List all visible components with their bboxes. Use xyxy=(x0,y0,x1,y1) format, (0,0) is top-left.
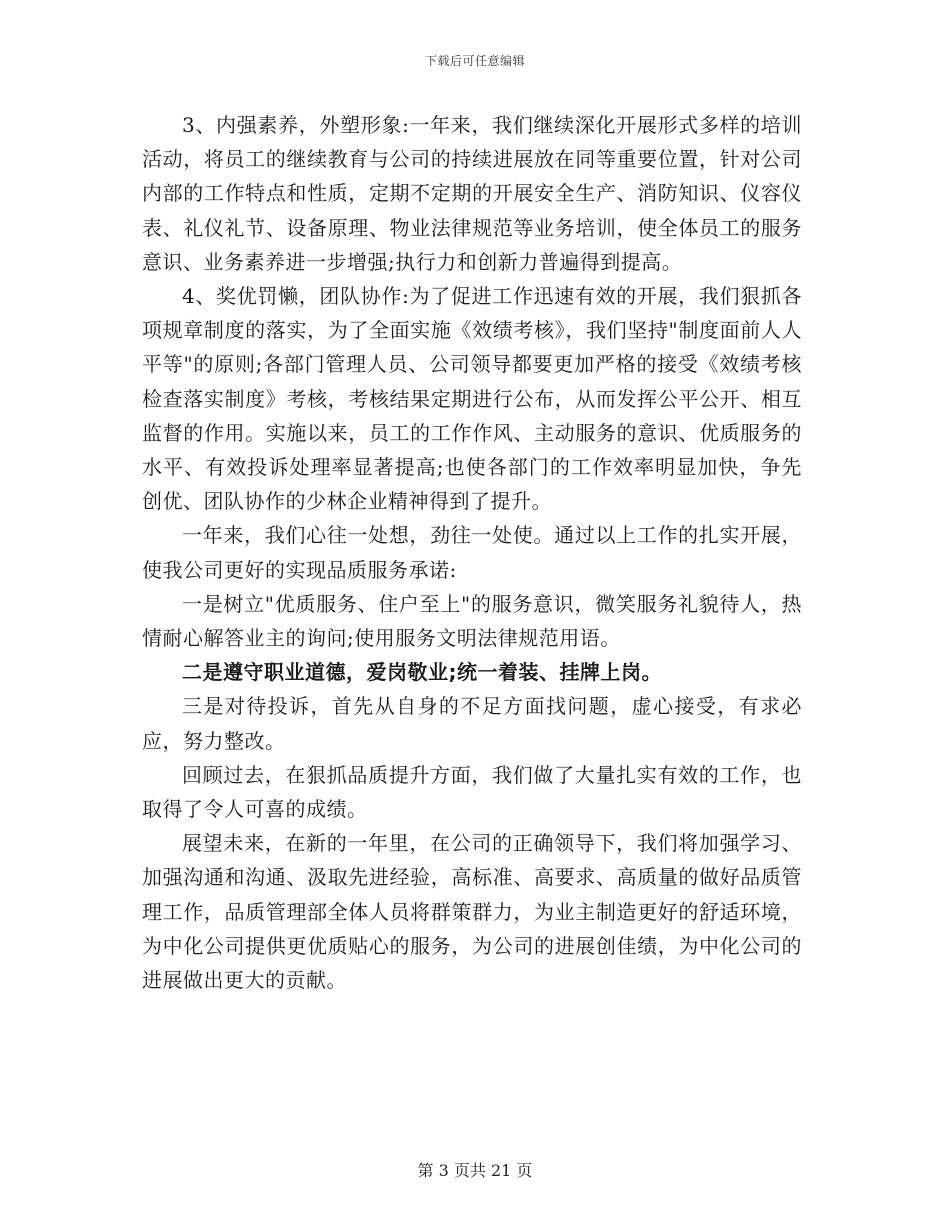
document-body xyxy=(142,108,802,997)
paragraph-rewards-teamwork: 4、奖优罚懒，团队协作:为了促进工作迅速有效的开展，我们狠抓各项规章制度的落实，为了全面实施《效绩考核》，我们坚持"制度面前人人平等"的原则;各部门管理人员、公司领导都要更加严格的接受《效绩考核检查落实制度》考核，考核结果定期进行公布，从而发挥公平公开、相互监督的作用。实施以来，员工的工作作风、主动服务的意识、优质服务的水平、有效投诉处理率显著提高;也使各部门的工作效率明显加快，争先创优、团队协作的少林企业精神得到了提升。 xyxy=(142,284,802,514)
paragraph-quality-training: 3、内强素养，外塑形象:一年来，我们继续深化开展形式多样的培训活动，将员工的继续教育与公司的持续进展放在同等重要位置，针对公司内部的工作特点和性质，定期不定期的开展安全生产、消防知识、仪容仪表、礼仪礼节、设备原理、物业法律规范等业务培训，使全体员工的服务意识、业务素养进一步增强;执行力和创新力普遍得到提高。 xyxy=(142,113,802,274)
paragraph-commitment-three: 三是对待投诉，首先从自身的不足方面找问题，虚心接受，有求必应，努力整改。 xyxy=(142,694,802,753)
page-footer: 第 3 页共 21 页 xyxy=(417,1161,533,1180)
paragraph-year-summary: 一年来，我们心往一处想，劲往一处使。通过以上工作的扎实开展，使我公司更好的实现品质服务承诺: xyxy=(142,523,802,582)
paragraph-outlook: 展望未来，在新的一年里，在公司的正确领导下，我们将加强学习、加强沟通和沟通、汲取先进经验，高标准、高要求、高质量的做好品质管理工作，品质管理部全体人员将群策群力，为业主制造更好的舒适环境，为中化公司提供更优质贴心的服务，为公司的进展创佳绩，为中化公司的进展做出更大的贡献。 xyxy=(142,831,802,993)
paragraph-review: 回顾过去，在狠抓品质提升方面，我们做了大量扎实有效的工作，也取得了令人可喜的成绩。 xyxy=(142,762,802,822)
paragraph-commitment-one: 一是树立"优质服务、住户至上"的服务意识，微笑服务礼貌待人，热情耐心解答业主的询问;使用服务文明法律规范用语。 xyxy=(142,591,802,651)
paragraph-commitment-two: 二是遵守职业道德，爱岗敬业;统一着装、挂牌上岗。 xyxy=(182,660,662,685)
page-header: 下载后可任意编辑 xyxy=(424,54,525,68)
